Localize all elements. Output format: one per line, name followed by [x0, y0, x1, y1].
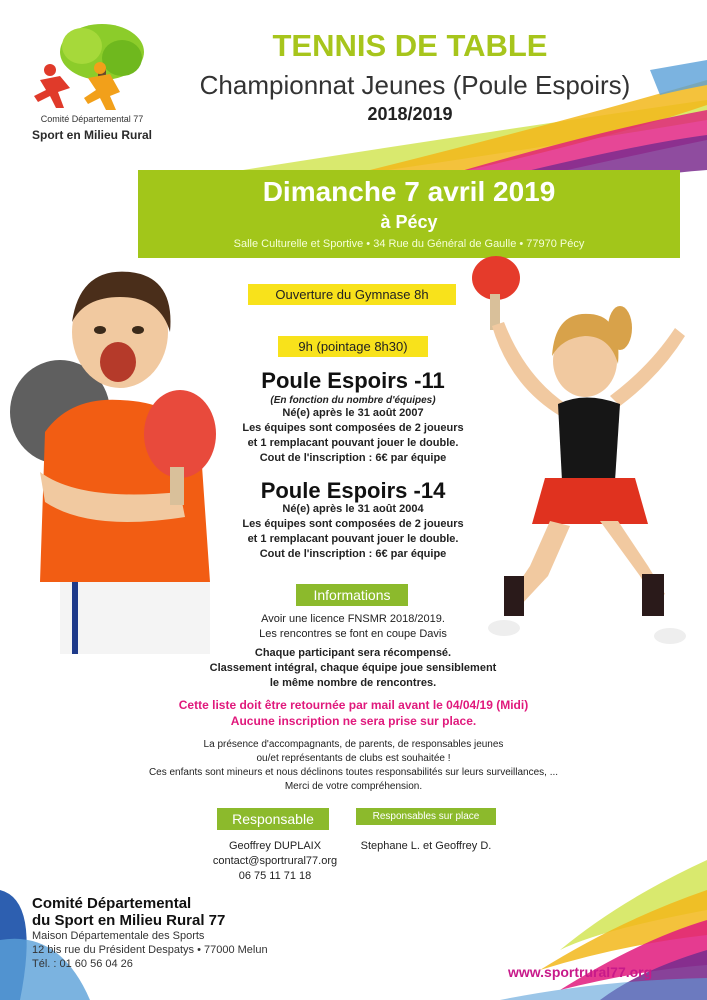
event-place: à Pécy [380, 212, 438, 232]
poule14-details [200, 502, 506, 562]
presence-line: Ces enfants sont mineurs et nous déclinons toutes responsabilités sur leurs surveillances, ... [148, 767, 559, 778]
logo-line2: Sport en Milieu Rural [31, 128, 152, 142]
informations-lines [200, 612, 506, 642]
responsables-place-label: Responsables sur place [356, 808, 496, 825]
informations-line: Avoir une licence FNSMR 2018/2019. [261, 613, 445, 625]
footer-line2: 12 bis rue du Président Despatys • 77000 Melun [32, 944, 268, 956]
poule11-line: Les équipes sont composées de 2 joueurs [242, 422, 464, 434]
informations-bold-line: le même nombre de rencontres. [269, 677, 437, 689]
informations-line: Les rencontres se font en coupe Davis [259, 628, 447, 640]
event-address: Salle Culturelle et Sportive • 34 Rue du Général de Gaulle • 77970 Pécy [233, 238, 585, 250]
poule11-line: Cout de l'inscription : 6€ par équipe [259, 452, 447, 464]
informations-bold-lines [170, 646, 536, 691]
footer-title1: Comité Départemental [32, 895, 192, 912]
responsable-phone: 06 75 11 71 18 [238, 870, 312, 882]
page-subtitle: Championnat Jeunes (Poule Espoirs) [199, 70, 631, 100]
start-label: 9h (pointage 8h30) [278, 336, 428, 357]
poule11-line: Né(e) après le 31 août 2007 [282, 407, 424, 419]
event-date: Dimanche 7 avril 2019 [262, 176, 556, 207]
logo [22, 22, 172, 152]
informations-label: Informations [296, 584, 408, 606]
responsable-email[interactable]: contact@sportrural77.org [212, 855, 338, 867]
responsable-label: Responsable [217, 808, 329, 830]
presence-line: ou/et représentants de clubs est souhaitée ! [256, 753, 451, 764]
page-title: TENNIS DE TABLE [272, 28, 548, 63]
poule14-title: Poule Espoirs -14 [260, 478, 446, 503]
opening-label: Ouverture du Gymnase 8h [248, 284, 456, 305]
website-link[interactable]: www.sportrural77.org [508, 964, 653, 980]
presence-line: La présence d'accompagnants, de parents, de responsables jeunes [203, 739, 504, 750]
poule11-details [200, 406, 506, 466]
presence-text [60, 738, 647, 794]
boy-player-image [0, 262, 222, 654]
deadline-line2: Aucune inscription ne sera prise sur place. [230, 714, 477, 728]
poule14-line: et 1 remplacant pouvant jouer le double. [247, 533, 459, 545]
informations-bold-line: Classement intégral, chaque équipe joue sensiblement [209, 662, 497, 674]
poule14-line: Les équipes sont composées de 2 joueurs [242, 518, 464, 530]
runners-icon [30, 62, 140, 112]
poule11-title: Poule Espoirs -11 [261, 368, 445, 393]
deadline-notice [90, 697, 617, 729]
responsables-place-names: Stephane L. et Geoffrey D. [360, 840, 492, 852]
poule11-line: et 1 remplacant pouvant jouer le double. [247, 437, 459, 449]
poule11-note: (En fonction du nombre d'équipes) [270, 395, 436, 406]
poule14-line: Né(e) après le 31 août 2004 [282, 503, 424, 515]
footer-title2: du Sport en Milieu Rural 77 [32, 912, 226, 929]
footer-line3: Tél. : 01 60 56 04 26 [32, 958, 133, 970]
poule14-line: Cout de l'inscription : 6€ par équipe [259, 548, 447, 560]
responsable-contact [190, 839, 360, 884]
footer-line1: Maison Départementale des Sports [32, 930, 205, 942]
logo-line1: Comité Départemental 77 [40, 114, 144, 124]
presence-line: Merci de votre compréhension. [284, 781, 423, 792]
season: 2018/2019 [367, 104, 453, 124]
deadline-line1: Cette liste doit être retournée par mail avant le 04/04/19 (Midi) [178, 698, 529, 712]
informations-bold-line: Chaque participant sera récompensé. [254, 647, 452, 659]
responsable-name: Geoffrey DUPLAIX [228, 840, 322, 852]
date-banner [138, 170, 680, 258]
footer-block [32, 895, 332, 971]
